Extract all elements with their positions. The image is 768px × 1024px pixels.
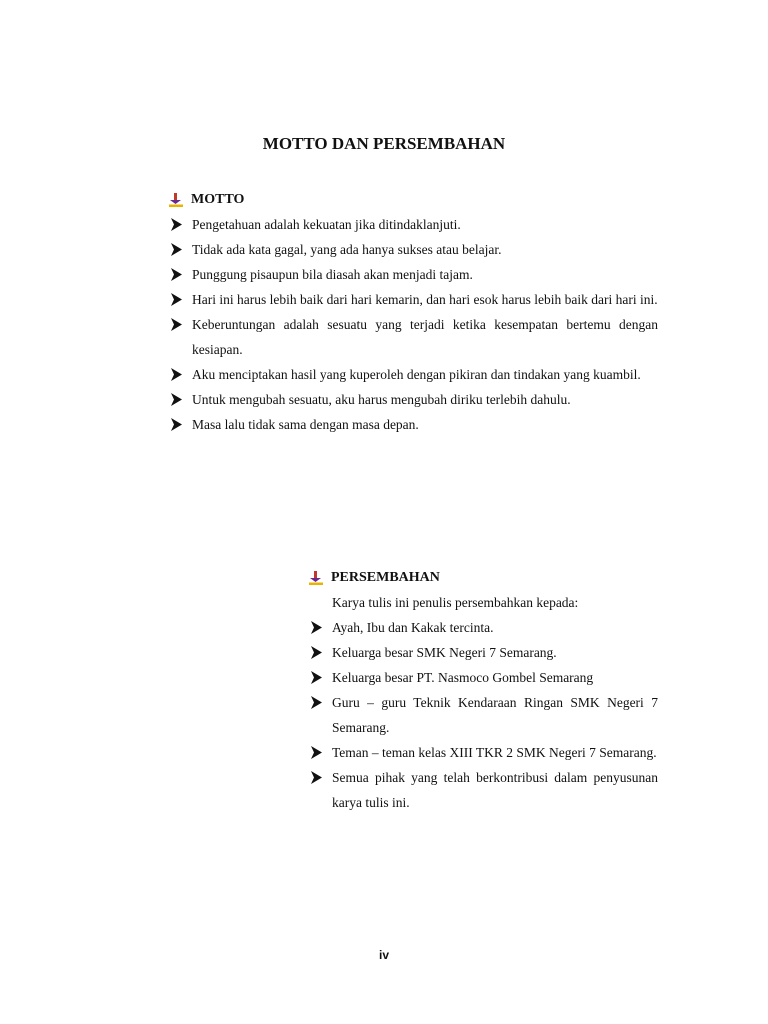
arrowhead-bullet-icon [170, 243, 182, 256]
list-item-text: Tidak ada kata gagal, yang ada hanya sukses atau belajar. [192, 242, 502, 257]
persembahan-heading-label: PERSEMBAHAN [331, 570, 440, 585]
list-item-text: Masa lalu tidak sama dengan masa depan. [192, 417, 419, 432]
list-item [170, 262, 658, 287]
list-item [310, 615, 658, 640]
arrowhead-bullet-icon [170, 418, 182, 431]
list-item [310, 640, 658, 665]
arrowhead-bullet-icon [170, 318, 182, 331]
list-item [310, 740, 658, 765]
motto-heading-label: MOTTO [191, 192, 245, 207]
list-item [170, 237, 658, 262]
arrowhead-bullet-icon [310, 696, 322, 709]
persembahan-intro: Karya tulis ini penulis persembahkan kepada: [332, 595, 579, 610]
list-item-text: Ayah, Ibu dan Kakak tercinta. [332, 620, 494, 635]
motto-heading [170, 188, 658, 212]
persembahan-heading [310, 566, 658, 590]
arrowhead-bullet-icon [170, 393, 182, 406]
list-item-text: Hari ini harus lebih baik dari hari kemarin, dan hari esok harus lebih baik dari hari ini. [192, 292, 658, 307]
list-item [310, 665, 658, 690]
colored-arrow-bullet-icon [168, 192, 184, 208]
list-item-text: Keluarga besar PT. Nasmoco Gombel Semarang [332, 670, 594, 685]
arrowhead-bullet-icon [170, 293, 182, 306]
page-title: MOTTO DAN PERSEMBAHAN [262, 134, 506, 153]
persembahan-list [310, 615, 658, 815]
motto-section [170, 188, 658, 437]
page-number: iv [378, 948, 389, 962]
list-item [170, 412, 658, 437]
list-item [170, 212, 658, 237]
list-item-text: Keberuntungan adalah sesuatu yang terjadi ketika kesempatan bertemu dengan kesiapan. [192, 317, 658, 357]
list-item [170, 312, 658, 362]
arrowhead-bullet-icon [310, 771, 322, 784]
arrowhead-bullet-icon [170, 218, 182, 231]
motto-list [170, 212, 658, 437]
colored-arrow-bullet-icon [308, 570, 324, 586]
arrowhead-bullet-icon [170, 368, 182, 381]
list-item-text: Semua pihak yang telah berkontribusi dalam penyusunan karya tulis ini. [332, 770, 658, 810]
list-item [170, 362, 658, 387]
list-item-text: Punggung pisaupun bila diasah akan menjadi tajam. [192, 267, 473, 282]
list-item [310, 765, 658, 815]
persembahan-section [310, 566, 658, 815]
list-item-text: Guru – guru Teknik Kendaraan Ringan SMK Negeri 7 Semarang. [332, 695, 658, 735]
list-item-text: Pengetahuan adalah kekuatan jika ditindaklanjuti. [192, 217, 461, 232]
arrowhead-bullet-icon [310, 671, 322, 684]
list-item [170, 287, 658, 312]
list-item [310, 690, 658, 740]
list-item [170, 387, 658, 412]
list-item-text: Teman – teman kelas XIII TKR 2 SMK Negeri 7 Semarang. [332, 745, 657, 760]
list-item-text: Keluarga besar SMK Negeri 7 Semarang. [332, 645, 557, 660]
arrowhead-bullet-icon [310, 646, 322, 659]
list-item-text: Untuk mengubah sesuatu, aku harus mengubah diriku terlebih dahulu. [192, 392, 571, 407]
arrowhead-bullet-icon [310, 746, 322, 759]
list-item-text: Aku menciptakan hasil yang kuperoleh dengan pikiran dan tindakan yang kuambil. [192, 367, 641, 382]
arrowhead-bullet-icon [310, 621, 322, 634]
arrowhead-bullet-icon [170, 268, 182, 281]
